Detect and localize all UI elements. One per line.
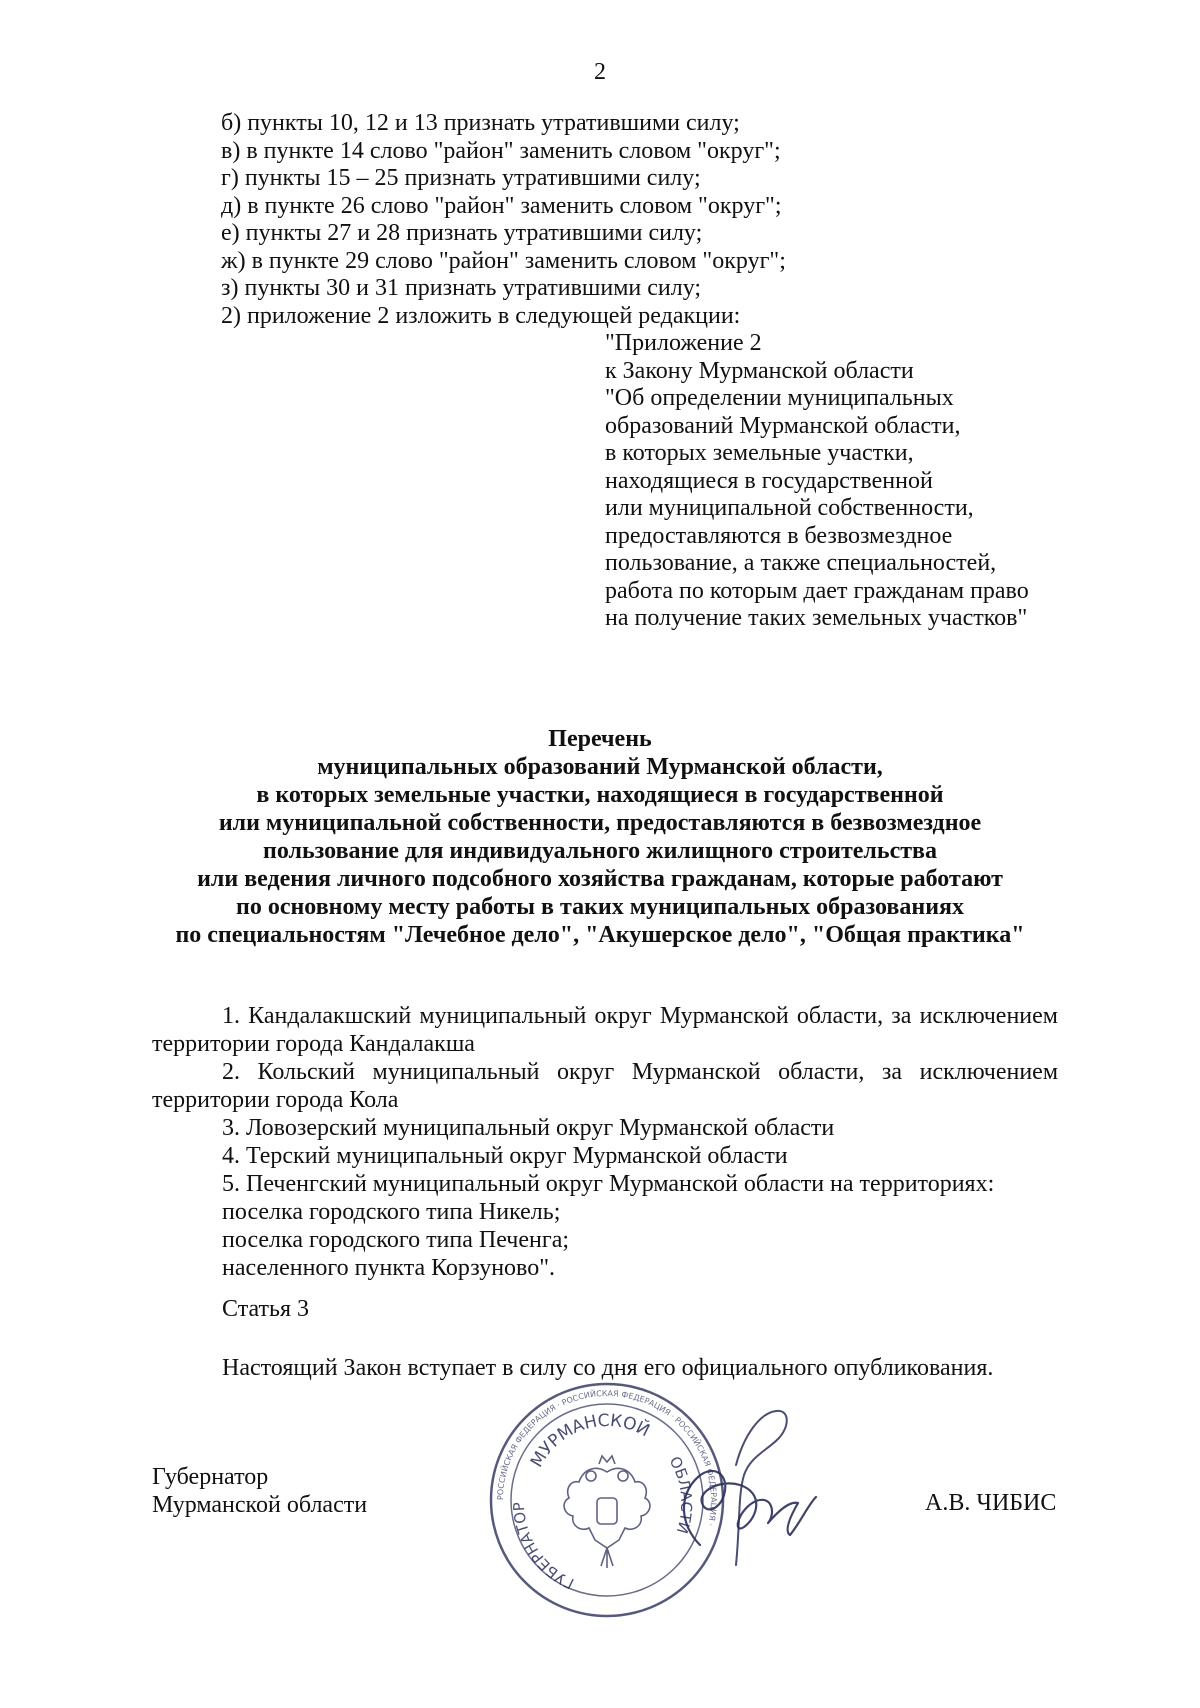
list-title-line: пользование для индивидуального жилищного строительства	[263, 838, 937, 864]
governor-signature	[640, 1405, 820, 1575]
seal-ring-text: РОССИЙСКАЯ ФЕДЕРАЦИЯ · РОССИЙСКАЯ ФЕДЕРАЦИЯ · РОССИЙСКАЯ ФЕДЕРАЦИЯ ·	[495, 1388, 719, 1527]
amendment-item: ж) в пункте 29 слово "район" заменить словом "округ";	[221, 247, 786, 274]
governor-title	[152, 1463, 367, 1519]
amendment-item: д) в пункте 26 слово "район" заменить словом "округ";	[221, 192, 782, 219]
list-title-line: или муниципальной собственности, предоставляются в безвозмездное	[218, 810, 982, 836]
list-title-line: Перечень	[548, 726, 652, 752]
list-title-line: или ведения личного подсобного хозяйства гражданам, которые работают	[197, 866, 1003, 892]
annex-header-line: "Об определении муниципальных	[605, 385, 954, 411]
list-item-text: 3. Ловозерский муниципальный округ Мурманской области	[222, 1115, 835, 1141]
amendment-item: 2) приложение 2 изложить в следующей редакции:	[221, 302, 741, 329]
annex-header-line: к Закону Мурманской области	[605, 357, 914, 384]
list-title-line: в которых земельные участки, находящиеся в государственной	[256, 782, 944, 808]
list-item-text: 1. Кандалакшский муниципальный округ Мурманской области, за исключением	[222, 1003, 1058, 1029]
annex-header	[605, 330, 1029, 633]
list-item-text: поселка городского типа Никель;	[222, 1199, 561, 1225]
annex-header-line: находящиеся в государственной	[605, 467, 933, 494]
list-item-text: территории города Кандалакша	[152, 1031, 475, 1057]
double-headed-eagle-icon	[564, 1456, 650, 1568]
list-item-text: 5. Печенгский муниципальный округ Мурманской области на территориях:	[222, 1171, 995, 1197]
amendment-item: з) пункты 30 и 31 признать утратившими силу;	[221, 275, 702, 301]
annex-header-line: или муниципальной собственности,	[605, 495, 974, 521]
list-item-text: 4. Терский муниципальный округ Мурманской области	[222, 1143, 788, 1169]
annex-header-line: пользование, а также специальностей,	[605, 550, 997, 576]
list-item-text: населенного пункта Корзуново".	[222, 1255, 556, 1281]
annex-header-line: "Приложение 2	[605, 330, 762, 356]
governor-title-line: Мурманской области	[152, 1492, 368, 1518]
list-title-line: по специальностям "Лечебное дело", "Акушерское дело", "Общая практика"	[175, 922, 1025, 948]
amendment-item: в) в пункте 14 слово "район" заменить словом "округ";	[221, 137, 781, 164]
amendment-item: е) пункты 27 и 28 признать утратившими силу;	[221, 220, 703, 246]
seal-top-text: МУРМАНСКОЙ	[526, 1410, 653, 1471]
list-item-text: поселка городского типа Печенга;	[222, 1227, 570, 1253]
annex-header-line: на получение таких земельных участков"	[605, 605, 1028, 631]
annex-header-line: в которых земельные участки,	[605, 440, 914, 466]
municipal-list	[152, 1002, 1058, 1282]
final-provision: Настоящий Закон вступает в силу со дня его официального опубликования.	[222, 1355, 994, 1381]
annex-header-line: предоставляются в безвозмездное	[605, 522, 953, 549]
seal-left-text: ГУБЕРНАТОР	[509, 1501, 577, 1593]
list-item-text: 2. Кольский муниципальный округ Мурманской области, за исключением	[222, 1059, 1058, 1085]
governor-name: А.В. ЧИБИС	[925, 1490, 1057, 1516]
annex-header-line: образований Мурманской области,	[605, 412, 961, 439]
article-heading: Статья 3	[222, 1296, 309, 1322]
amendment-list	[221, 110, 786, 330]
governor-title-line: Губернатор	[152, 1464, 269, 1490]
seal-right-text: ОБЛАСТИ	[665, 1453, 696, 1536]
list-title	[0, 725, 1200, 949]
annex-header-line: работа по которым дает гражданам право	[605, 577, 1029, 604]
page-number: 2	[594, 59, 606, 85]
list-title-line: по основному месту работы в таких муниципальных образованиях	[235, 894, 965, 920]
list-item-text: территории города Кола	[152, 1087, 399, 1113]
list-title-line: муниципальных образований Мурманской области,	[317, 754, 883, 780]
amendment-item: г) пункты 15 – 25 признать утратившими силу;	[221, 165, 701, 191]
amendment-item: б) пункты 10, 12 и 13 признать утратившими силу;	[221, 110, 740, 136]
